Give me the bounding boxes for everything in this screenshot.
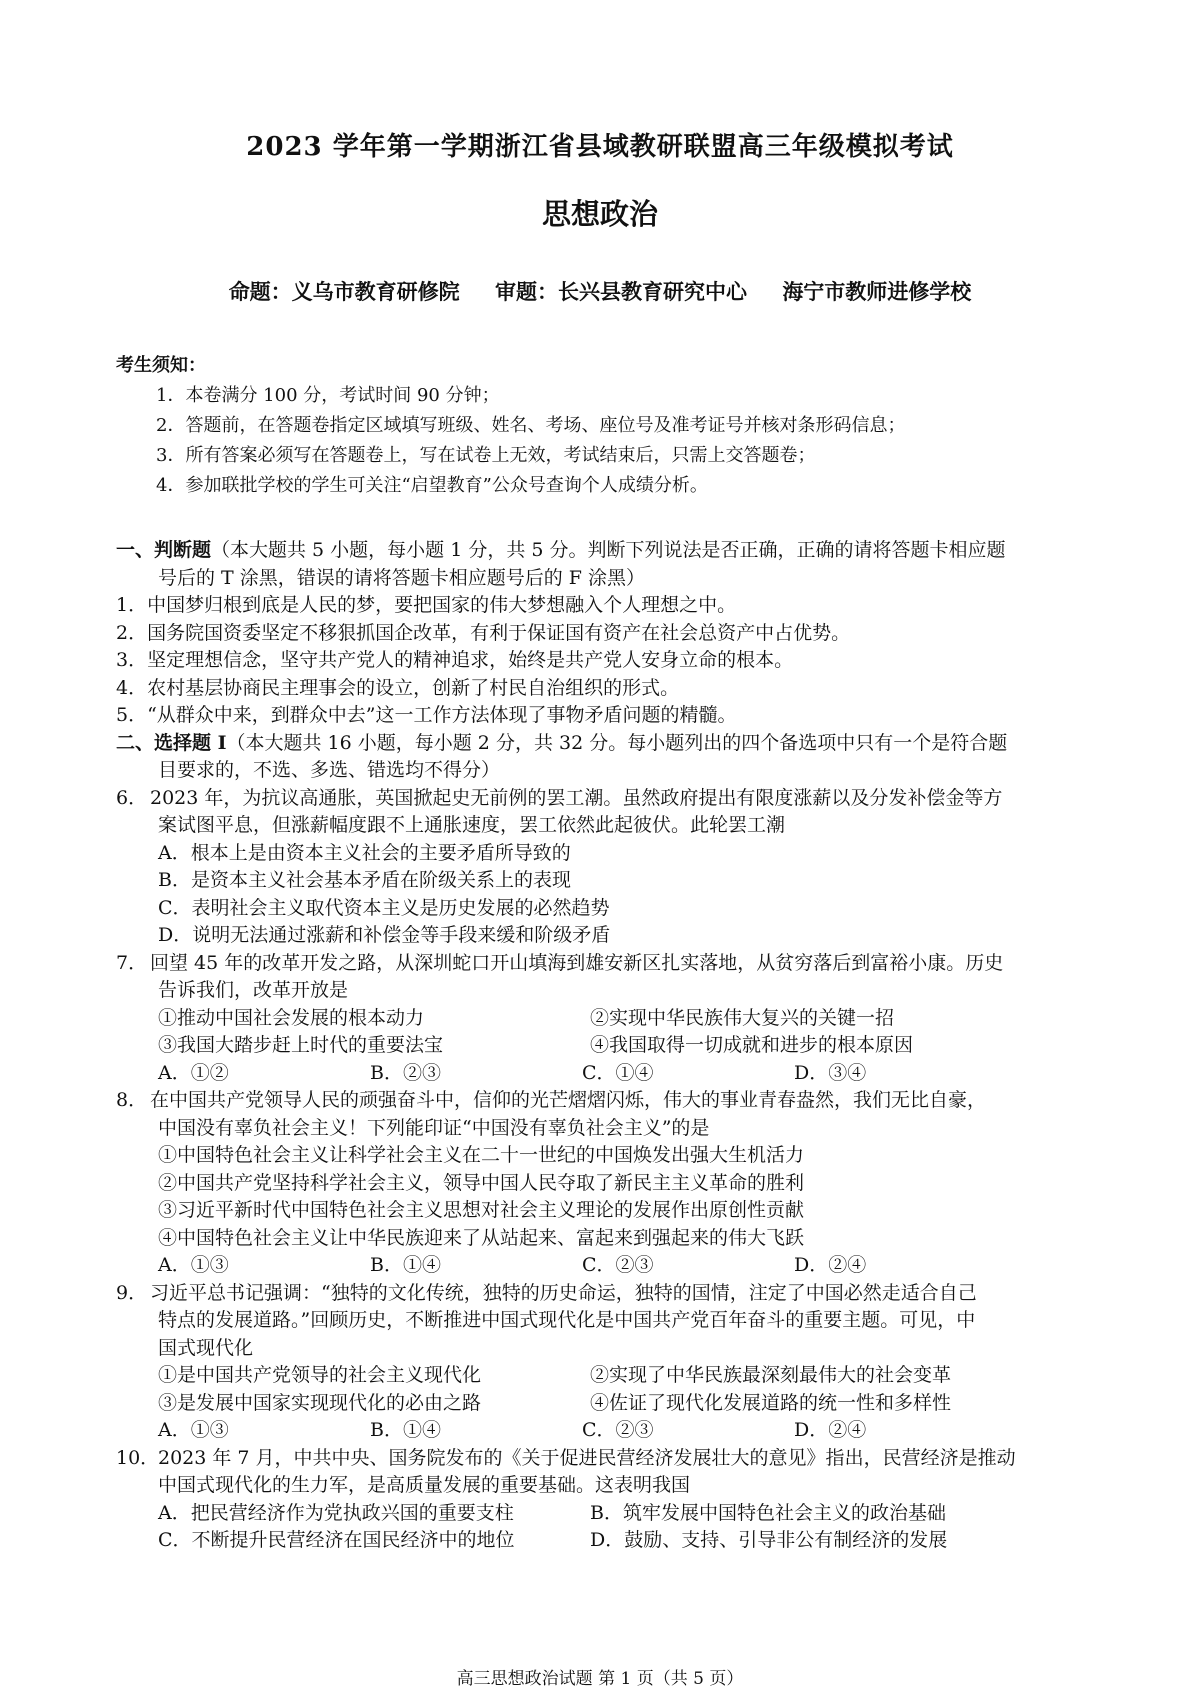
notice-title: 考生须知： bbox=[116, 355, 206, 376]
statement-1: ①是中国共产党领导的社会主义现代化 bbox=[158, 1364, 482, 1386]
judge-item-4: 4．农村基层协商民主理事会的设立，创新了村民自治组织的形式。 bbox=[116, 676, 680, 699]
option-a: A．把民营经济作为党执政兴国的重要支柱 bbox=[158, 1501, 514, 1524]
option-c: C．①④ bbox=[582, 1061, 654, 1084]
question-10 bbox=[116, 1445, 1096, 1473]
option-b: B．①④ bbox=[370, 1254, 441, 1276]
section-2-heading bbox=[116, 730, 1096, 758]
reviewer-2: 海宁市教师进修学校 bbox=[782, 280, 972, 304]
question-text: 回望 45 年的改革开发之路，从深圳蛇口开山填海到雄安新区扎实落地，从贫穷落后到富裕小康。历史 bbox=[150, 951, 1004, 974]
question-text: 习近平总书记强调：“独特的文化传统，独特的历史命运，独特的国情，注定了中国必然走适合自己 bbox=[150, 1281, 977, 1304]
options bbox=[116, 1417, 1096, 1445]
option-c: C．②③ bbox=[582, 1254, 654, 1276]
option-b: B．筑牢发展中国特色社会主义的政治基础 bbox=[590, 1501, 946, 1524]
notice-item: 4．参加联批学校的学生可关注“启望教育”公众号查询个人成绩分析。 bbox=[156, 475, 708, 496]
statements bbox=[116, 1362, 1096, 1417]
section-1-title: 一、判断题 bbox=[116, 539, 212, 561]
section-2-desc-cont: 目要求的，不选、多选、错选均不得分） bbox=[158, 759, 501, 781]
question-text-cont: 特点的发展道路。”回顾历史，不断推进中国式现代化是中国共产党百年奋斗的重要主题。可见，中 bbox=[158, 1309, 976, 1331]
notice-item: 1．本卷满分 100 分，考试时间 90 分钟； bbox=[156, 385, 500, 406]
question-text-cont: 中国没有辜负社会主义！下列能印证“中国没有辜负社会主义”的是 bbox=[158, 1116, 710, 1139]
statement-1: ①推动中国社会发展的根本动力 bbox=[158, 1006, 425, 1029]
option-c: C．表明社会主义取代资本主义是历史发展的必然趋势 bbox=[158, 896, 610, 919]
question-text-cont: 国式现代化 bbox=[158, 1336, 254, 1359]
exam-title: 2023 学年第一学期浙江省县域教研联盟高三年级模拟考试 bbox=[246, 132, 954, 162]
section-1-desc: （本大题共 5 小题，每小题 1 分，共 5 分。判断下列说法是否正确，正确的请将答题卡相应题 bbox=[211, 539, 1006, 561]
notice-item: 2．答题前，在答题卷指定区域填写班级、姓名、考场、座位号及准考证号并核对条形码信息； bbox=[156, 415, 906, 436]
options bbox=[116, 1252, 1096, 1280]
section-1-heading bbox=[116, 537, 1096, 565]
author: 命题：义乌市教育研修院 bbox=[228, 280, 460, 304]
statement-1: ①中国特色社会主义让科学社会主义在二十一世纪的中国焕发出强大生机活力 bbox=[158, 1144, 805, 1166]
question-number: 6． bbox=[116, 786, 148, 809]
option-a: A．①② bbox=[158, 1061, 229, 1084]
judge-item-5: 5．“从群众中来，到群众中去”这一工作方法体现了事物矛盾问题的精髓。 bbox=[116, 704, 737, 726]
authors-line bbox=[0, 276, 1200, 306]
statement-4: ④佐证了现代化发展道路的统一性和多样性 bbox=[590, 1391, 952, 1414]
question-text: 2023 年 7 月，中共中央、国务院发布的《关于促进民营经济发展壮大的意见》指出，民营经济是推动 bbox=[158, 1446, 1016, 1469]
statement-2: ②实现了中华民族最深刻最伟大的社会变革 bbox=[590, 1364, 952, 1386]
subject-title: 思想政治 bbox=[541, 197, 658, 231]
notice-item: 3．所有答案必须写在答题卷上，写在试卷上无效，考试结束后，只需上交答题卷； bbox=[156, 445, 816, 466]
option-b: B．①④ bbox=[370, 1419, 441, 1441]
judge-item-2: 2．国务院国资委坚定不移狠抓国企改革，有利于保证国有资产在社会总资产中占优势。 bbox=[116, 621, 851, 644]
reviewer: 审题：长兴县教育研究中心 bbox=[495, 280, 747, 304]
question-8 bbox=[116, 1087, 1096, 1115]
option-d: D．鼓励、支持、引导非公有制经济的发展 bbox=[590, 1529, 948, 1551]
question-9 bbox=[116, 1280, 1096, 1308]
question-6 bbox=[116, 785, 1096, 813]
judge-item-1: 1．中国梦归根到底是人民的梦，要把国家的伟大梦想融入个人理想之中。 bbox=[116, 594, 737, 616]
statement-3: ③习近平新时代中国特色社会主义思想对社会主义理论的发展作出原创性贡献 bbox=[158, 1199, 805, 1221]
statement-4: ④中国特色社会主义让中华民族迎来了从站起来、富起来到强起来的伟大飞跃 bbox=[158, 1226, 805, 1249]
statement-2: ②实现中华民族伟大复兴的关键一招 bbox=[590, 1006, 895, 1029]
question-text: 在中国共产党领导人民的顽强奋斗中，信仰的光芒熠熠闪烁，伟大的事业青春盎然，我们无比自豪， bbox=[150, 1089, 987, 1111]
question-number: 7． bbox=[116, 951, 148, 974]
section-2-desc: （本大题共 16 小题，每小题 2 分，共 32 分。每小题列出的四个备选项中只有一个是符合题 bbox=[226, 731, 1008, 754]
option-d: D．说明无法通过涨薪和补偿金等手段来缓和阶级矛盾 bbox=[158, 924, 611, 946]
section-2-title: 二、选择题 I bbox=[116, 731, 227, 754]
option-a: A．①③ bbox=[158, 1419, 229, 1441]
statement-2: ②中国共产党坚持科学社会主义，领导中国人民夺取了新民主主义革命的胜利 bbox=[158, 1171, 805, 1194]
exam-notice bbox=[116, 351, 1086, 501]
question-7 bbox=[116, 950, 1096, 978]
question-text-cont: 告诉我们，改革开放是 bbox=[158, 979, 349, 1001]
question-number: 9． bbox=[116, 1281, 148, 1304]
option-d: D．③④ bbox=[794, 1061, 867, 1084]
option-b: B．是资本主义社会基本矛盾在阶级关系上的表现 bbox=[158, 869, 571, 891]
option-b: B．②③ bbox=[370, 1061, 441, 1084]
question-number: 8． bbox=[116, 1089, 148, 1111]
options bbox=[116, 1060, 1096, 1088]
option-c: C．②③ bbox=[582, 1419, 654, 1441]
option-c: C．不断提升民营经济在国民经济中的地位 bbox=[158, 1529, 515, 1551]
statement-3: ③我国大踏步赶上时代的重要法宝 bbox=[158, 1034, 444, 1056]
option-a: A．①③ bbox=[158, 1254, 229, 1276]
statement-4: ④我国取得一切成就和进步的根本原因 bbox=[590, 1034, 914, 1056]
questions-body bbox=[116, 537, 1096, 1555]
statement-3: ③是发展中国家实现现代化的必由之路 bbox=[158, 1391, 482, 1414]
question-text: 2023 年，为抗议高通胀，英国掀起史无前例的罢工潮。虽然政府提出有限度涨薪以及分发补偿金等方 bbox=[150, 786, 1003, 809]
page-footer: 高三思想政治试题 第 1 页（共 5 页） bbox=[456, 1669, 744, 1689]
option-d: D．②④ bbox=[794, 1419, 867, 1441]
options bbox=[116, 1500, 1096, 1555]
question-text-cont: 案试图平息，但涨薪幅度跟不上通胀速度，罢工依然此起彼伏。此轮罢工潮 bbox=[158, 814, 786, 836]
question-number: 10． bbox=[116, 1446, 160, 1469]
section-1-desc-cont: 号后的 T 涂黑，错误的请将答题卡相应题号后的 F 涂黑） bbox=[158, 566, 646, 589]
judge-item-3: 3．坚定理想信念，坚守共产党人的精神追求，始终是共产党人安身立命的根本。 bbox=[116, 649, 794, 671]
question-text-cont: 中国式现代化的生力军，是高质量发展的重要基础。这表明我国 bbox=[158, 1474, 691, 1496]
option-a: A．根本上是由资本主义社会的主要矛盾所导致的 bbox=[158, 841, 571, 864]
statements bbox=[116, 1005, 1096, 1060]
option-d: D．②④ bbox=[794, 1254, 867, 1276]
